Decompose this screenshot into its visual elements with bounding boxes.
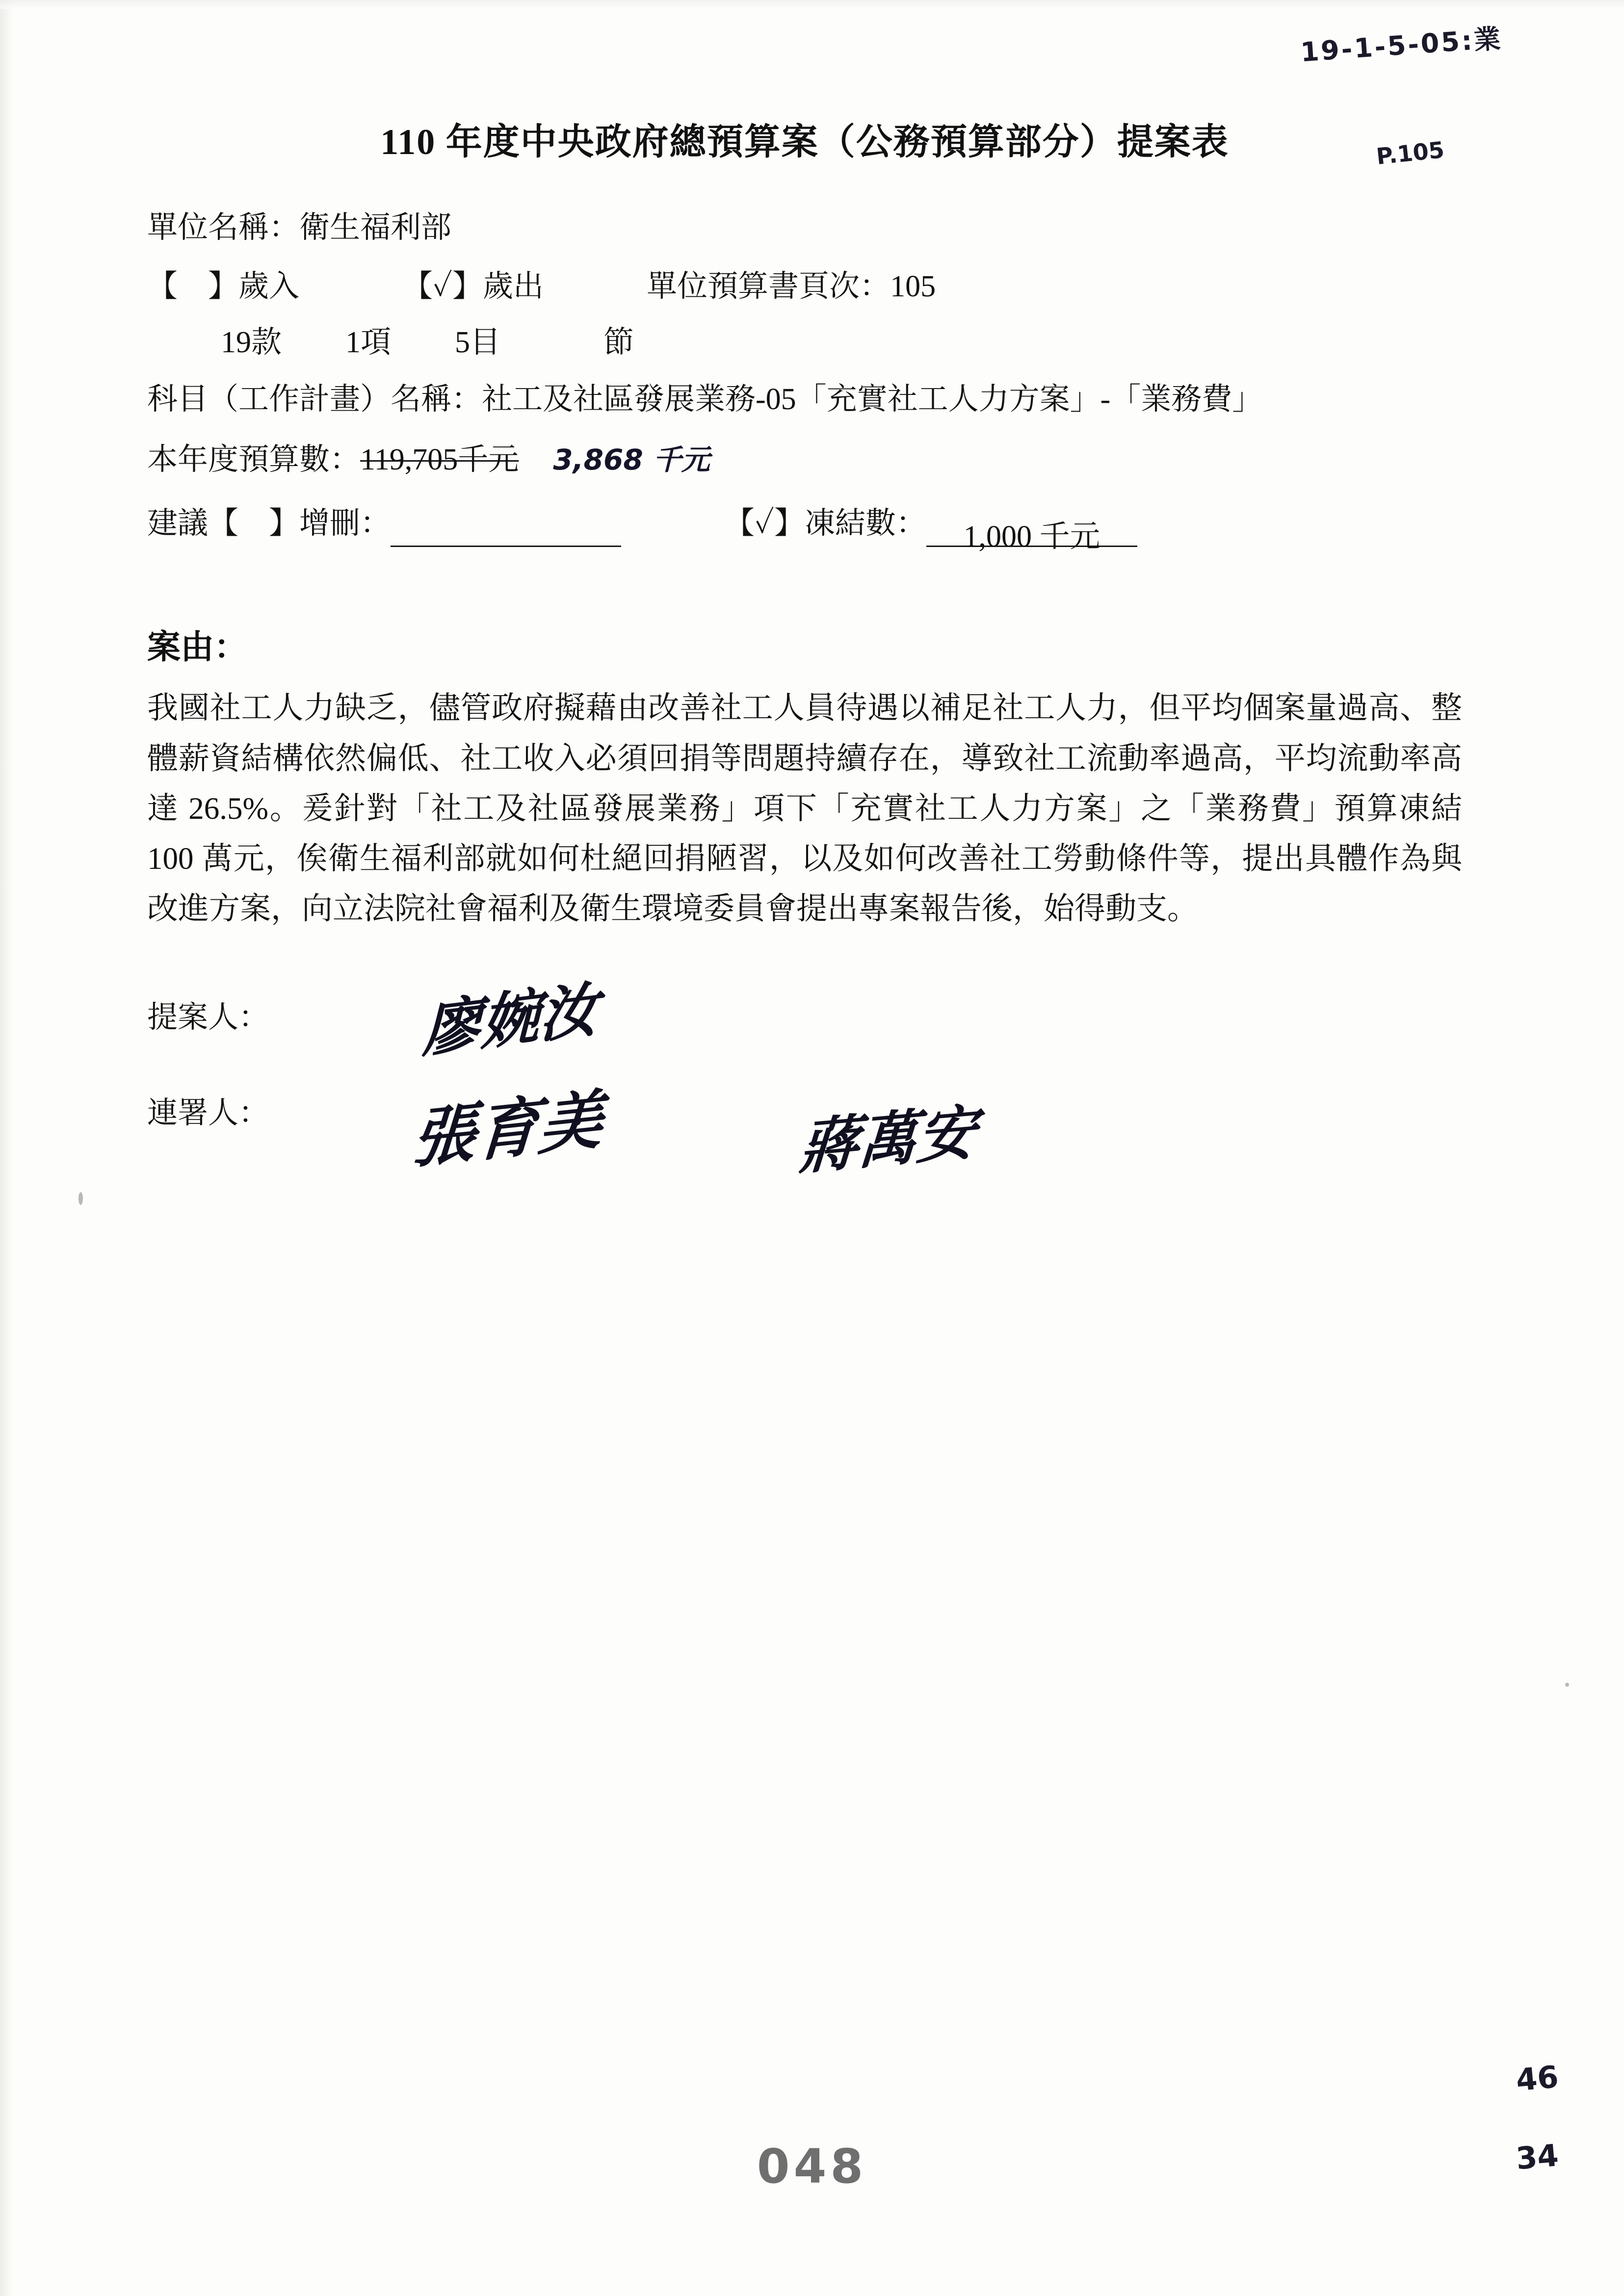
cosigner-signature-1: 張育美 xyxy=(409,1081,605,1177)
freeze-checkbox[interactable]: 【✓】 xyxy=(724,507,805,541)
account-code-row xyxy=(147,319,1482,366)
cosigner-signature-2: 蔣萬安 xyxy=(797,1098,978,1183)
document-body xyxy=(147,113,1482,1184)
year-budget-struck-value: 119,705 xyxy=(360,443,458,477)
freeze-amount-value: 1,000 xyxy=(963,520,1032,554)
expenditure-label: 歲出 xyxy=(483,270,544,304)
year-budget-unit: 千元 xyxy=(458,443,519,477)
unit-name-row xyxy=(147,204,1482,251)
subject-value: 社工及社區發展業務-05「充實社工人力方案」-「業務費」 xyxy=(482,383,1263,417)
unit-name-value: 衛生福利部 xyxy=(299,211,452,244)
revenue-checkbox[interactable]: 【 】 xyxy=(147,270,239,304)
cosigner-row xyxy=(147,1081,1482,1184)
suggestion-label: 建議 xyxy=(147,507,209,541)
cosigner-label: 連署人： xyxy=(147,1096,269,1130)
add-delete-checkbox[interactable]: 【 】 xyxy=(208,507,300,541)
budget-page-label: 單位預算書頁次： xyxy=(647,270,891,304)
year-budget-row xyxy=(147,436,1482,483)
page-title: 110 年度中央政府總預算案（公務預算部分）提案表 xyxy=(380,122,1229,162)
case-body-text: 我國社工人力缺乏，儘管政府擬藉由改善社工人員待遇以補足社工人力，但平均個案量過高、整體薪資結構依然偏低、社工收入必須回捐等問題持續存在，導致社工流動率過高，平均流動率高達 26.5%。爰針對「社工及社區發展業務」項下「充實社工人力方案」之「業務費」預算凍結 100 萬元，俟衛生福利部就如何杜絕回捐陋習，以及如何改善社工勞動條件等，提出具體作為與改進方案，向立法院社會福利及衛生環境委員會提出專案報告後，始得動支。 xyxy=(147,691,1462,926)
revenue-expenditure-row xyxy=(147,263,1482,310)
proposer-label: 提案人： xyxy=(147,1000,269,1034)
add-delete-label: 增刪： xyxy=(299,507,391,541)
subject-label: 科目（工作計畫）名稱： xyxy=(147,383,482,417)
annotation-bottom-right-1: 46 xyxy=(1514,2059,1560,2098)
suggestion-row xyxy=(147,500,1482,554)
page-number: 048 xyxy=(757,2139,867,2194)
freeze-amount-input[interactable] xyxy=(926,513,1137,554)
expenditure-checkbox[interactable]: 【✓】 xyxy=(402,270,483,304)
year-budget-label: 本年度預算數： xyxy=(147,443,361,477)
add-delete-input[interactable] xyxy=(391,520,621,547)
jie-label: 節 xyxy=(603,326,634,360)
scan-speck xyxy=(1565,1683,1569,1687)
annotation-page-ref: P.105 xyxy=(1375,136,1446,170)
annotation-bottom-right-2: 34 xyxy=(1514,2137,1560,2177)
kuan-value: 19 xyxy=(221,326,251,360)
xiang-value: 1 xyxy=(345,326,361,360)
proposer-row xyxy=(147,975,1482,1088)
freeze-amount-unit: 千元 xyxy=(1039,520,1100,554)
case-heading: 案由： xyxy=(147,628,248,666)
unit-name-label: 單位名稱： xyxy=(147,211,300,244)
budget-page-value: 105 xyxy=(890,270,936,304)
signature-block xyxy=(147,975,1482,1184)
revenue-label: 歲入 xyxy=(238,270,300,304)
xiang-label: 項 xyxy=(361,326,392,360)
mu-value: 5 xyxy=(455,326,471,360)
freeze-label: 凍結數： xyxy=(805,507,927,541)
scan-edge-top xyxy=(0,0,1624,9)
mu-label: 目 xyxy=(470,326,501,360)
scan-speck xyxy=(79,1192,83,1205)
scan-edge-left xyxy=(0,0,13,2296)
proposer-signature: 廖婉汝 xyxy=(421,975,599,1066)
year-budget-handwritten-value: 3,868 千元 xyxy=(553,443,710,477)
kuan-label: 款 xyxy=(251,326,282,360)
subject-row xyxy=(147,377,1482,422)
annotation-top-right: 19-1-5-05:業 xyxy=(1299,23,1504,68)
